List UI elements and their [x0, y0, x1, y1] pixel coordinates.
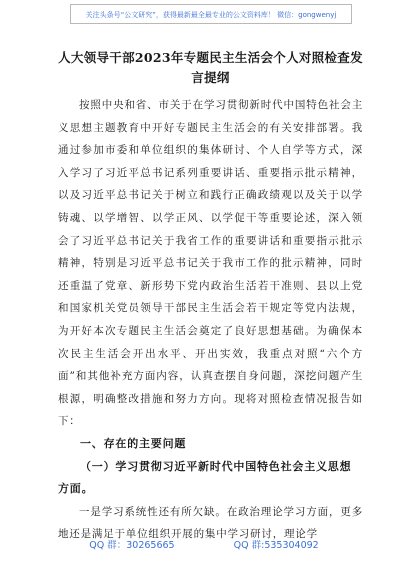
intro-paragraph: 按照中央和省、市关于在学习贯彻新时代中国特色社会主义思想主题教育中开好专题民主生活会的有关安排部署。我通过参加市委和单位组织的集体研讨、个人自学等方式，深入学习了习近平总书记系列重要讲话、重要指示批示精神，以及习近平总书记关于树立和践行正确政绩观以及关于以学铸魂、以学增智、以学正风、以学促干等重要论述，深入领会了习近平总书记关于我省工作的重要讲话和重要指示批示精神，特别是习近平总书记关于我市工作的批示精神，同时还重温了党章、新形势下党内政治生活若干准则、县以上党和国家机关党员领导干部民主生活会若干规定等党内法规，为开好本次专题民主生活会奠定了良好思想基础。为确保本次民主生活会开出水平、开出实效，我重点对照“六个方面”和其他补充方面内容，认真查摆自身问题，深挖问题产生根源，明确整改措施和努力方向。现将对照检查情况报告如下： — [58, 99, 363, 428]
footer-qq-group-2: QQ 群:535304092 — [233, 540, 319, 551]
body-paragraph: 一是学习系统性还有所欠缺。在政治理论学习方面，更多地还是满足于单位组织开展的集中学习研讨，理论学 — [58, 505, 363, 541]
subsection-heading: （一）学习贯彻习近平新时代中国特色社会主义思想方面。 — [58, 459, 352, 496]
document-title: 人大领导干部2023年专题民主生活会个人对照检查发言提纲 — [58, 50, 363, 85]
footer-qq-group-1: QQ 群：30265665 — [89, 540, 175, 551]
section-heading: 一、存在的主要问题 — [80, 436, 187, 450]
footer-contact — [0, 537, 408, 551]
top-promo-banner: 关注头条号“公文研究”，获得最新最全最专业的公文资料库！ 微信：gongwenyj — [70, 4, 352, 24]
document-page — [58, 48, 363, 546]
